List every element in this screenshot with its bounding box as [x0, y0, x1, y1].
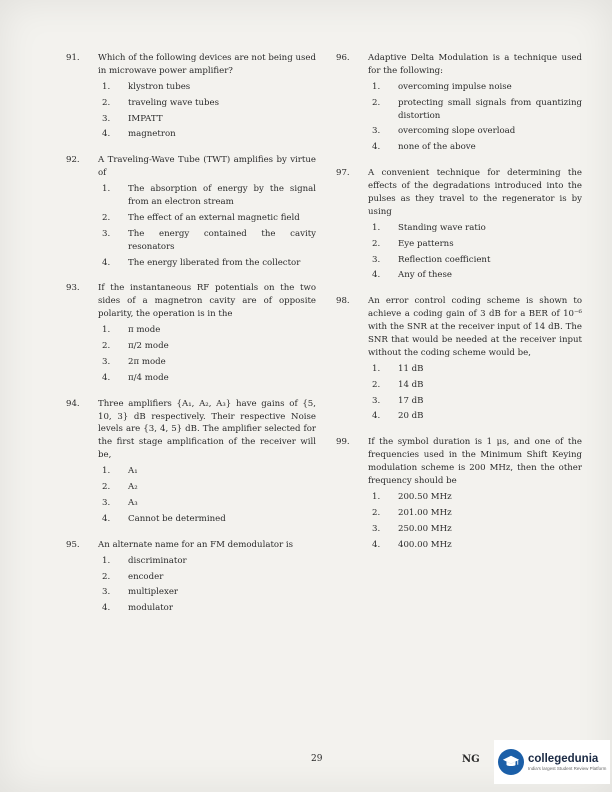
option-text: The energy liberated from the collector — [128, 257, 301, 268]
option-text: encoder — [128, 571, 164, 582]
question-97 — [336, 167, 582, 285]
question-stem: A convenient technique for determining the effects of the degradations introduced into the pulses as they travel to the regenerator is by using — [368, 168, 582, 217]
option-number: 3. — [102, 587, 111, 598]
option-text: A₁ — [128, 466, 138, 477]
question-93 — [66, 282, 316, 387]
option — [368, 395, 582, 408]
option-number: 2. — [372, 379, 381, 390]
option-number: 1. — [102, 325, 111, 336]
option-number: 3. — [372, 126, 381, 137]
question-number: 92. — [66, 155, 80, 166]
option-text: magnetron — [128, 129, 176, 140]
option-number: 4. — [102, 372, 111, 383]
question-stem: A Traveling-Wave Tube (TWT) amplifies by virtue of — [98, 155, 316, 179]
option-number: 2. — [372, 97, 381, 108]
option-number: 1. — [102, 555, 111, 566]
option-number: 3. — [102, 228, 111, 239]
option-number: 4. — [372, 411, 381, 422]
option-text: A₃ — [128, 497, 138, 508]
option-text: none of the above — [398, 142, 476, 153]
option-number: 2. — [102, 482, 111, 493]
option — [98, 212, 316, 225]
option-number: 4. — [372, 142, 381, 153]
option — [368, 507, 582, 520]
option-text: π/2 mode — [128, 341, 169, 352]
option-text: 400.00 MHz — [398, 539, 452, 550]
question-96 — [336, 52, 582, 157]
option-text: overcoming impulse noise — [398, 81, 512, 92]
option — [368, 222, 582, 235]
option-text: Standing wave ratio — [398, 222, 486, 233]
option — [98, 555, 316, 568]
option-number: 4. — [102, 513, 111, 524]
option-text: Reflection coefficient — [398, 254, 491, 265]
option-text: 17 dB — [398, 395, 424, 406]
question-stem: If the instantaneous RF potentials on the two sides of a magnetron cavity are of opposite polarity, the operation is in the — [98, 283, 316, 320]
option-text: A₂ — [128, 482, 138, 493]
option-text: 200.50 MHz — [398, 491, 452, 502]
collegedunia-watermark — [494, 740, 610, 784]
question-number: 95. — [66, 539, 80, 550]
question-stem: An alternate name for an FM demodulator is — [98, 539, 294, 550]
option-text: IMPATT — [128, 113, 163, 124]
option-text: 250.00 MHz — [398, 523, 452, 534]
option — [98, 602, 316, 615]
question-stem: An error control coding scheme is shown to achieve a coding gain of 3 dB for a BER of 10⁻⁶ with the SNR at the receiver input of 14 dB. The SNR that would be needed at the receiver input without the coding scheme would be, — [368, 296, 582, 358]
option-text: traveling wave tubes — [128, 97, 220, 108]
question-stem: Three amplifiers {A₁, A₂, A₃} have gains of {5, 10, 3} dB respectively. Their respective Noise levels are {3, 4, 5} dB. The amplifier selected for the first stage amplification of the receiver will be, — [98, 398, 316, 461]
option-number: 3. — [102, 356, 111, 367]
option — [98, 497, 316, 510]
option-text: Eye patterns — [398, 238, 454, 249]
option — [98, 257, 316, 270]
option-text: The energy contained the cavity resonators — [128, 228, 316, 252]
option-number: 1. — [102, 184, 111, 195]
option-number: 1. — [102, 466, 111, 477]
option-text: protecting small signals from quantizing distortion — [398, 97, 582, 121]
option — [368, 125, 582, 138]
question-99 — [336, 436, 582, 554]
option — [368, 269, 582, 282]
question-91 — [66, 52, 316, 144]
option-text: 14 dB — [398, 379, 424, 390]
option-number: 1. — [372, 491, 381, 502]
option — [368, 254, 582, 267]
left-column — [66, 52, 316, 628]
option — [368, 363, 582, 376]
question-number: 98. — [336, 296, 350, 307]
option-number: 2. — [372, 507, 381, 518]
option-number: 3. — [372, 395, 381, 406]
option — [368, 141, 582, 154]
option-number: 4. — [102, 129, 111, 140]
right-column — [336, 52, 582, 565]
option-number: 3. — [102, 113, 111, 124]
option-number: 2. — [102, 212, 111, 223]
option — [98, 571, 316, 584]
option-number: 4. — [372, 539, 381, 550]
option-text: klystron tubes — [128, 81, 191, 92]
option-number: 2. — [102, 571, 111, 582]
option-text: π/4 mode — [128, 372, 169, 383]
option — [368, 238, 582, 251]
option-text: 2π mode — [128, 356, 166, 367]
option — [98, 113, 316, 126]
option — [98, 324, 316, 337]
option — [98, 372, 316, 385]
question-number: 91. — [66, 53, 80, 63]
option — [98, 81, 316, 94]
option — [368, 81, 582, 94]
option-number: 3. — [102, 497, 111, 508]
option — [368, 491, 582, 504]
question-number: 96. — [336, 53, 350, 63]
option-number: 1. — [372, 363, 381, 374]
option — [368, 410, 582, 423]
question-number: 94. — [66, 398, 80, 409]
option — [98, 228, 316, 254]
option — [98, 481, 316, 494]
option — [98, 465, 316, 478]
option — [98, 356, 316, 369]
option-text: discriminator — [128, 555, 187, 566]
option-text: 201.00 MHz — [398, 507, 452, 518]
graduate-cap-icon — [498, 749, 524, 775]
question-98 — [336, 295, 582, 426]
option — [98, 586, 316, 599]
option-number: 4. — [372, 270, 381, 281]
option-text: Cannot be determined — [128, 513, 226, 524]
question-number: 97. — [336, 168, 350, 179]
option-text: overcoming slope overload — [398, 126, 516, 137]
option-number: 1. — [102, 81, 111, 92]
option-number: 4. — [102, 257, 111, 268]
option-number: 2. — [102, 341, 111, 352]
option-text: multiplexer — [128, 587, 179, 598]
option-text: The absorption of energy by the signal from an electron stream — [128, 184, 316, 208]
option — [98, 340, 316, 353]
option — [368, 379, 582, 392]
option-text: 20 dB — [398, 411, 424, 422]
question-stem: Which of the following devices are not being used in microwave power amplifier? — [98, 53, 316, 76]
question-number: 99. — [336, 437, 350, 448]
page-number: 29 — [311, 754, 323, 764]
option-number: 2. — [102, 97, 111, 108]
question-stem: If the symbol duration is 1 μs, and one of the frequencies used in the Minimum Shift Keying modulation scheme is 200 MHz, then the other frequency should be — [368, 437, 582, 487]
option-text: modulator — [128, 603, 173, 614]
series-code: NG — [462, 754, 480, 765]
question-92 — [66, 154, 316, 272]
option-text: π mode — [128, 325, 161, 336]
option-number: 3. — [372, 254, 381, 265]
option — [98, 97, 316, 110]
option — [98, 513, 316, 526]
option-number: 3. — [372, 523, 381, 534]
option-text: The effect of an external magnetic field — [128, 212, 300, 223]
option-number: 2. — [372, 238, 381, 249]
watermark-name: collegedunia — [528, 753, 599, 765]
question-stem: Adaptive Delta Modulation is a technique used for the following: — [368, 53, 582, 76]
question-94 — [66, 398, 316, 529]
option-text: 11 dB — [398, 363, 424, 374]
option — [368, 539, 582, 552]
question-95 — [66, 539, 316, 618]
option-number: 1. — [372, 222, 381, 233]
option-number: 1. — [372, 81, 381, 92]
option-text: Any of these — [398, 270, 452, 281]
option — [368, 97, 582, 123]
question-number: 93. — [66, 283, 80, 294]
option — [368, 523, 582, 536]
watermark-tagline: India's largest Student Review Platform — [528, 766, 607, 771]
option — [98, 183, 316, 209]
option — [98, 128, 316, 141]
option-number: 4. — [102, 603, 111, 614]
